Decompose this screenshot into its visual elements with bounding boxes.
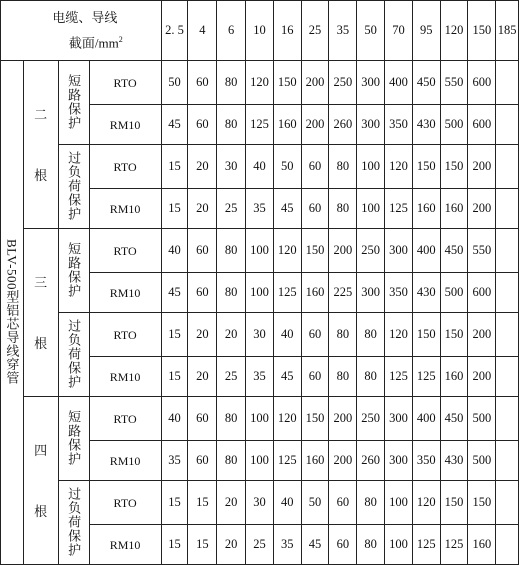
protection-type-cell	[58, 397, 89, 481]
conductor-count-unit: 根	[34, 503, 48, 519]
rating-value-cell: 550	[468, 229, 496, 273]
rating-value-cell: 25	[217, 189, 246, 229]
rating-value-cell: 20	[217, 525, 246, 565]
rating-value-cell: 400	[412, 397, 440, 441]
rating-value-cell: 150	[468, 481, 496, 525]
protection-type-label: 过负荷保护	[66, 318, 82, 389]
rating-value-cell: 150	[440, 313, 468, 357]
rating-value-cell: 80	[329, 357, 357, 397]
rating-value-cell: 45	[273, 357, 301, 397]
rating-value-cell: 80	[357, 357, 385, 397]
fuse-type-cell: RTO	[89, 229, 161, 273]
rating-value-cell: 350	[412, 441, 440, 481]
rating-value-cell: 45	[161, 105, 188, 145]
rating-value-cell	[496, 189, 519, 229]
rating-value-cell: 60	[301, 189, 329, 229]
rating-value-cell: 15	[161, 357, 188, 397]
rating-value-cell: 125	[385, 357, 413, 397]
rating-value-cell: 200	[329, 397, 357, 441]
rating-value-cell: 120	[385, 145, 413, 189]
rating-value-cell	[496, 397, 519, 441]
rating-value-cell: 150	[412, 145, 440, 189]
conductor-count-cell	[23, 61, 58, 229]
table-row	[1, 481, 519, 525]
protection-type-label: 短路保护	[66, 241, 82, 298]
rating-value-cell	[496, 441, 519, 481]
rating-value-cell: 15	[161, 313, 188, 357]
rating-value-cell: 60	[188, 441, 217, 481]
rating-value-cell: 50	[161, 61, 188, 105]
rating-value-cell: 300	[357, 273, 385, 313]
rating-value-cell: 80	[217, 229, 246, 273]
protection-type-cell	[58, 229, 89, 313]
rating-value-cell: 60	[301, 313, 329, 357]
rating-value-cell: 160	[468, 525, 496, 565]
side-label: BLV-500型铝芯导线穿管	[4, 238, 20, 384]
table-row	[1, 145, 519, 189]
rating-value-cell: 500	[440, 105, 468, 145]
rating-value-cell: 300	[385, 229, 413, 273]
rating-value-cell	[496, 357, 519, 397]
rating-value-cell: 20	[188, 145, 217, 189]
header-title-cell	[1, 1, 162, 61]
rating-value-cell: 60	[188, 229, 217, 273]
rating-value-cell: 120	[412, 481, 440, 525]
rating-value-cell: 35	[246, 189, 274, 229]
fuse-type-cell: RM10	[89, 441, 161, 481]
fuse-type-cell: RTO	[89, 61, 161, 105]
header-title-line2	[1, 36, 161, 49]
rating-value-cell: 430	[412, 105, 440, 145]
rating-value-cell: 100	[357, 189, 385, 229]
rating-value-cell: 80	[357, 313, 385, 357]
size-header: 4	[188, 1, 217, 61]
rating-value-cell: 50	[273, 145, 301, 189]
rating-value-cell: 40	[161, 229, 188, 273]
rating-value-cell: 20	[217, 481, 246, 525]
rating-value-cell: 160	[301, 441, 329, 481]
rating-value-cell: 80	[217, 441, 246, 481]
size-header: 16	[273, 1, 301, 61]
rating-value-cell: 300	[385, 397, 413, 441]
rating-value-cell: 15	[161, 525, 188, 565]
rating-value-cell: 125	[385, 189, 413, 229]
rating-value-cell: 125	[412, 357, 440, 397]
rating-value-cell: 120	[273, 229, 301, 273]
rating-value-cell: 500	[468, 397, 496, 441]
rating-value-cell: 450	[440, 397, 468, 441]
side-label-cell	[1, 61, 24, 565]
rating-value-cell: 350	[385, 105, 413, 145]
protection-type-label: 短路保护	[66, 73, 82, 130]
rating-value-cell: 100	[385, 525, 413, 565]
rating-value-cell: 35	[273, 525, 301, 565]
rating-value-cell: 500	[440, 273, 468, 313]
protection-type-cell	[58, 145, 89, 229]
fuse-type-cell: RTO	[89, 481, 161, 525]
fuse-type-cell: RTO	[89, 313, 161, 357]
rating-value-cell: 60	[188, 273, 217, 313]
rating-value-cell: 100	[246, 229, 274, 273]
rating-value-cell: 80	[329, 189, 357, 229]
rating-value-cell: 260	[329, 105, 357, 145]
fuse-type-cell: RM10	[89, 273, 161, 313]
rating-value-cell: 100	[385, 481, 413, 525]
rating-value-cell: 250	[357, 397, 385, 441]
rating-value-cell: 150	[273, 61, 301, 105]
rating-value-cell: 30	[246, 481, 274, 525]
protection-type-label: 过负荷保护	[66, 150, 82, 221]
rating-value-cell: 250	[357, 229, 385, 273]
rating-value-cell: 260	[357, 441, 385, 481]
rating-value-cell: 100	[246, 397, 274, 441]
rating-value-cell: 600	[468, 61, 496, 105]
protection-type-label: 短路保护	[66, 409, 82, 466]
rating-value-cell: 300	[385, 441, 413, 481]
size-header: 120	[440, 1, 468, 61]
rating-value-cell	[496, 525, 519, 565]
conductor-count-cell	[23, 229, 58, 397]
rating-value-cell: 60	[329, 481, 357, 525]
size-header: 50	[357, 1, 385, 61]
fuse-type-cell: RM10	[89, 105, 161, 145]
rating-value-cell: 80	[217, 397, 246, 441]
rating-value-cell: 45	[301, 525, 329, 565]
rating-value-cell: 160	[440, 357, 468, 397]
rating-value-cell: 450	[440, 229, 468, 273]
rating-value-cell: 125	[412, 525, 440, 565]
rating-value-cell: 150	[412, 313, 440, 357]
rating-value-cell: 300	[357, 105, 385, 145]
conductor-count-unit: 根	[34, 335, 48, 351]
size-header: 35	[329, 1, 357, 61]
rating-value-cell	[496, 105, 519, 145]
header-title-line2-text: 截面/mm	[68, 35, 119, 51]
rating-value-cell: 15	[161, 481, 188, 525]
rating-value-cell: 80	[217, 61, 246, 105]
rating-value-cell: 25	[246, 525, 274, 565]
rating-value-cell	[496, 229, 519, 273]
rating-value-cell: 60	[188, 397, 217, 441]
rating-value-cell: 15	[161, 189, 188, 229]
rating-value-cell: 150	[440, 145, 468, 189]
protection-type-cell	[58, 61, 89, 145]
rating-value-cell: 600	[468, 273, 496, 313]
size-header: 185	[496, 1, 519, 61]
rating-value-cell: 125	[273, 441, 301, 481]
table-row	[1, 397, 519, 441]
size-header: 95	[412, 1, 440, 61]
rating-value-cell: 120	[385, 313, 413, 357]
rating-value-cell: 25	[217, 357, 246, 397]
conductor-count-number: 二	[34, 106, 48, 122]
rating-value-cell: 600	[468, 105, 496, 145]
rating-value-cell: 200	[329, 441, 357, 481]
rating-value-cell: 15	[188, 525, 217, 565]
size-header: 10	[246, 1, 274, 61]
protection-type-cell	[58, 481, 89, 565]
rating-value-cell	[496, 481, 519, 525]
fuse-type-cell: RTO	[89, 145, 161, 189]
rating-value-cell: 20	[188, 189, 217, 229]
header-row	[1, 1, 519, 61]
rating-value-cell: 300	[357, 61, 385, 105]
size-header: 2. 5	[161, 1, 188, 61]
rating-value-cell: 400	[385, 61, 413, 105]
rating-value-cell: 200	[301, 61, 329, 105]
rating-value-cell: 160	[412, 189, 440, 229]
rating-value-cell: 20	[217, 313, 246, 357]
rating-value-cell: 225	[329, 273, 357, 313]
rating-value-cell: 60	[329, 525, 357, 565]
rating-value-cell: 250	[329, 61, 357, 105]
rating-value-cell: 160	[440, 189, 468, 229]
rating-value-cell: 430	[440, 441, 468, 481]
rating-value-cell: 40	[161, 397, 188, 441]
rating-value-cell: 60	[301, 145, 329, 189]
rating-value-cell: 150	[301, 397, 329, 441]
fuse-type-cell: RM10	[89, 357, 161, 397]
rating-value-cell: 200	[468, 357, 496, 397]
rating-value-cell: 100	[246, 273, 274, 313]
rating-value-cell: 80	[357, 525, 385, 565]
rating-value-cell: 200	[468, 313, 496, 357]
rating-value-cell: 80	[329, 313, 357, 357]
rating-value-cell: 450	[412, 61, 440, 105]
rating-value-cell: 40	[273, 313, 301, 357]
rating-value-cell: 160	[301, 273, 329, 313]
header-title-line2-sup: 2	[118, 35, 123, 45]
table-row	[1, 313, 519, 357]
rating-value-cell: 60	[188, 61, 217, 105]
rating-value-cell: 125	[273, 273, 301, 313]
conductor-count-cell	[23, 397, 58, 565]
protection-type-cell	[58, 313, 89, 397]
rating-value-cell: 80	[329, 145, 357, 189]
size-header: 6	[217, 1, 246, 61]
rating-value-cell: 80	[357, 481, 385, 525]
rating-value-cell: 60	[301, 357, 329, 397]
rating-value-cell: 120	[246, 61, 274, 105]
header-title-line1: 电缆、导线	[52, 10, 118, 26]
rating-value-cell: 80	[217, 105, 246, 145]
rating-value-cell: 200	[301, 105, 329, 145]
table-row	[1, 229, 519, 273]
rating-value-cell: 40	[273, 481, 301, 525]
fuse-type-cell: RM10	[89, 525, 161, 565]
rating-value-cell: 35	[246, 357, 274, 397]
rating-value-cell: 40	[246, 145, 274, 189]
size-header: 25	[301, 1, 329, 61]
rating-value-cell: 30	[217, 145, 246, 189]
rating-value-cell: 200	[329, 229, 357, 273]
conductor-count-unit: 根	[34, 167, 48, 183]
rating-value-cell: 150	[301, 229, 329, 273]
rating-value-cell: 120	[273, 397, 301, 441]
rating-value-cell: 15	[188, 481, 217, 525]
size-header: 70	[385, 1, 413, 61]
conductor-count-number: 三	[34, 274, 48, 290]
rating-value-cell: 15	[161, 145, 188, 189]
rating-value-cell: 35	[161, 441, 188, 481]
rating-value-cell: 45	[161, 273, 188, 313]
table-row	[1, 61, 519, 105]
rating-value-cell: 20	[188, 313, 217, 357]
rating-value-cell: 50	[301, 481, 329, 525]
rating-value-cell: 125	[440, 525, 468, 565]
rating-value-cell: 100	[246, 441, 274, 481]
rating-value-cell: 30	[246, 313, 274, 357]
rating-value-cell: 430	[412, 273, 440, 313]
rating-value-cell: 200	[468, 145, 496, 189]
rating-value-cell: 200	[468, 189, 496, 229]
rating-value-cell: 45	[273, 189, 301, 229]
rating-value-cell: 125	[246, 105, 274, 145]
rating-value-cell	[496, 273, 519, 313]
rating-value-cell: 400	[412, 229, 440, 273]
rating-value-cell: 550	[440, 61, 468, 105]
rating-value-cell: 150	[440, 481, 468, 525]
rating-value-cell	[496, 313, 519, 357]
rating-value-cell: 60	[188, 105, 217, 145]
rating-value-cell	[496, 61, 519, 105]
rating-value-cell	[496, 145, 519, 189]
rating-value-cell: 350	[385, 273, 413, 313]
rating-value-cell: 160	[273, 105, 301, 145]
rating-value-cell: 100	[357, 145, 385, 189]
protection-type-label: 过负荷保护	[66, 486, 82, 557]
conductor-count-number: 四	[34, 442, 48, 458]
fuse-type-cell: RTO	[89, 397, 161, 441]
rating-value-cell: 80	[217, 273, 246, 313]
size-header: 150	[468, 1, 496, 61]
rating-value-cell: 20	[188, 357, 217, 397]
fuse-type-cell: RM10	[89, 189, 161, 229]
rating-value-cell: 500	[468, 441, 496, 481]
